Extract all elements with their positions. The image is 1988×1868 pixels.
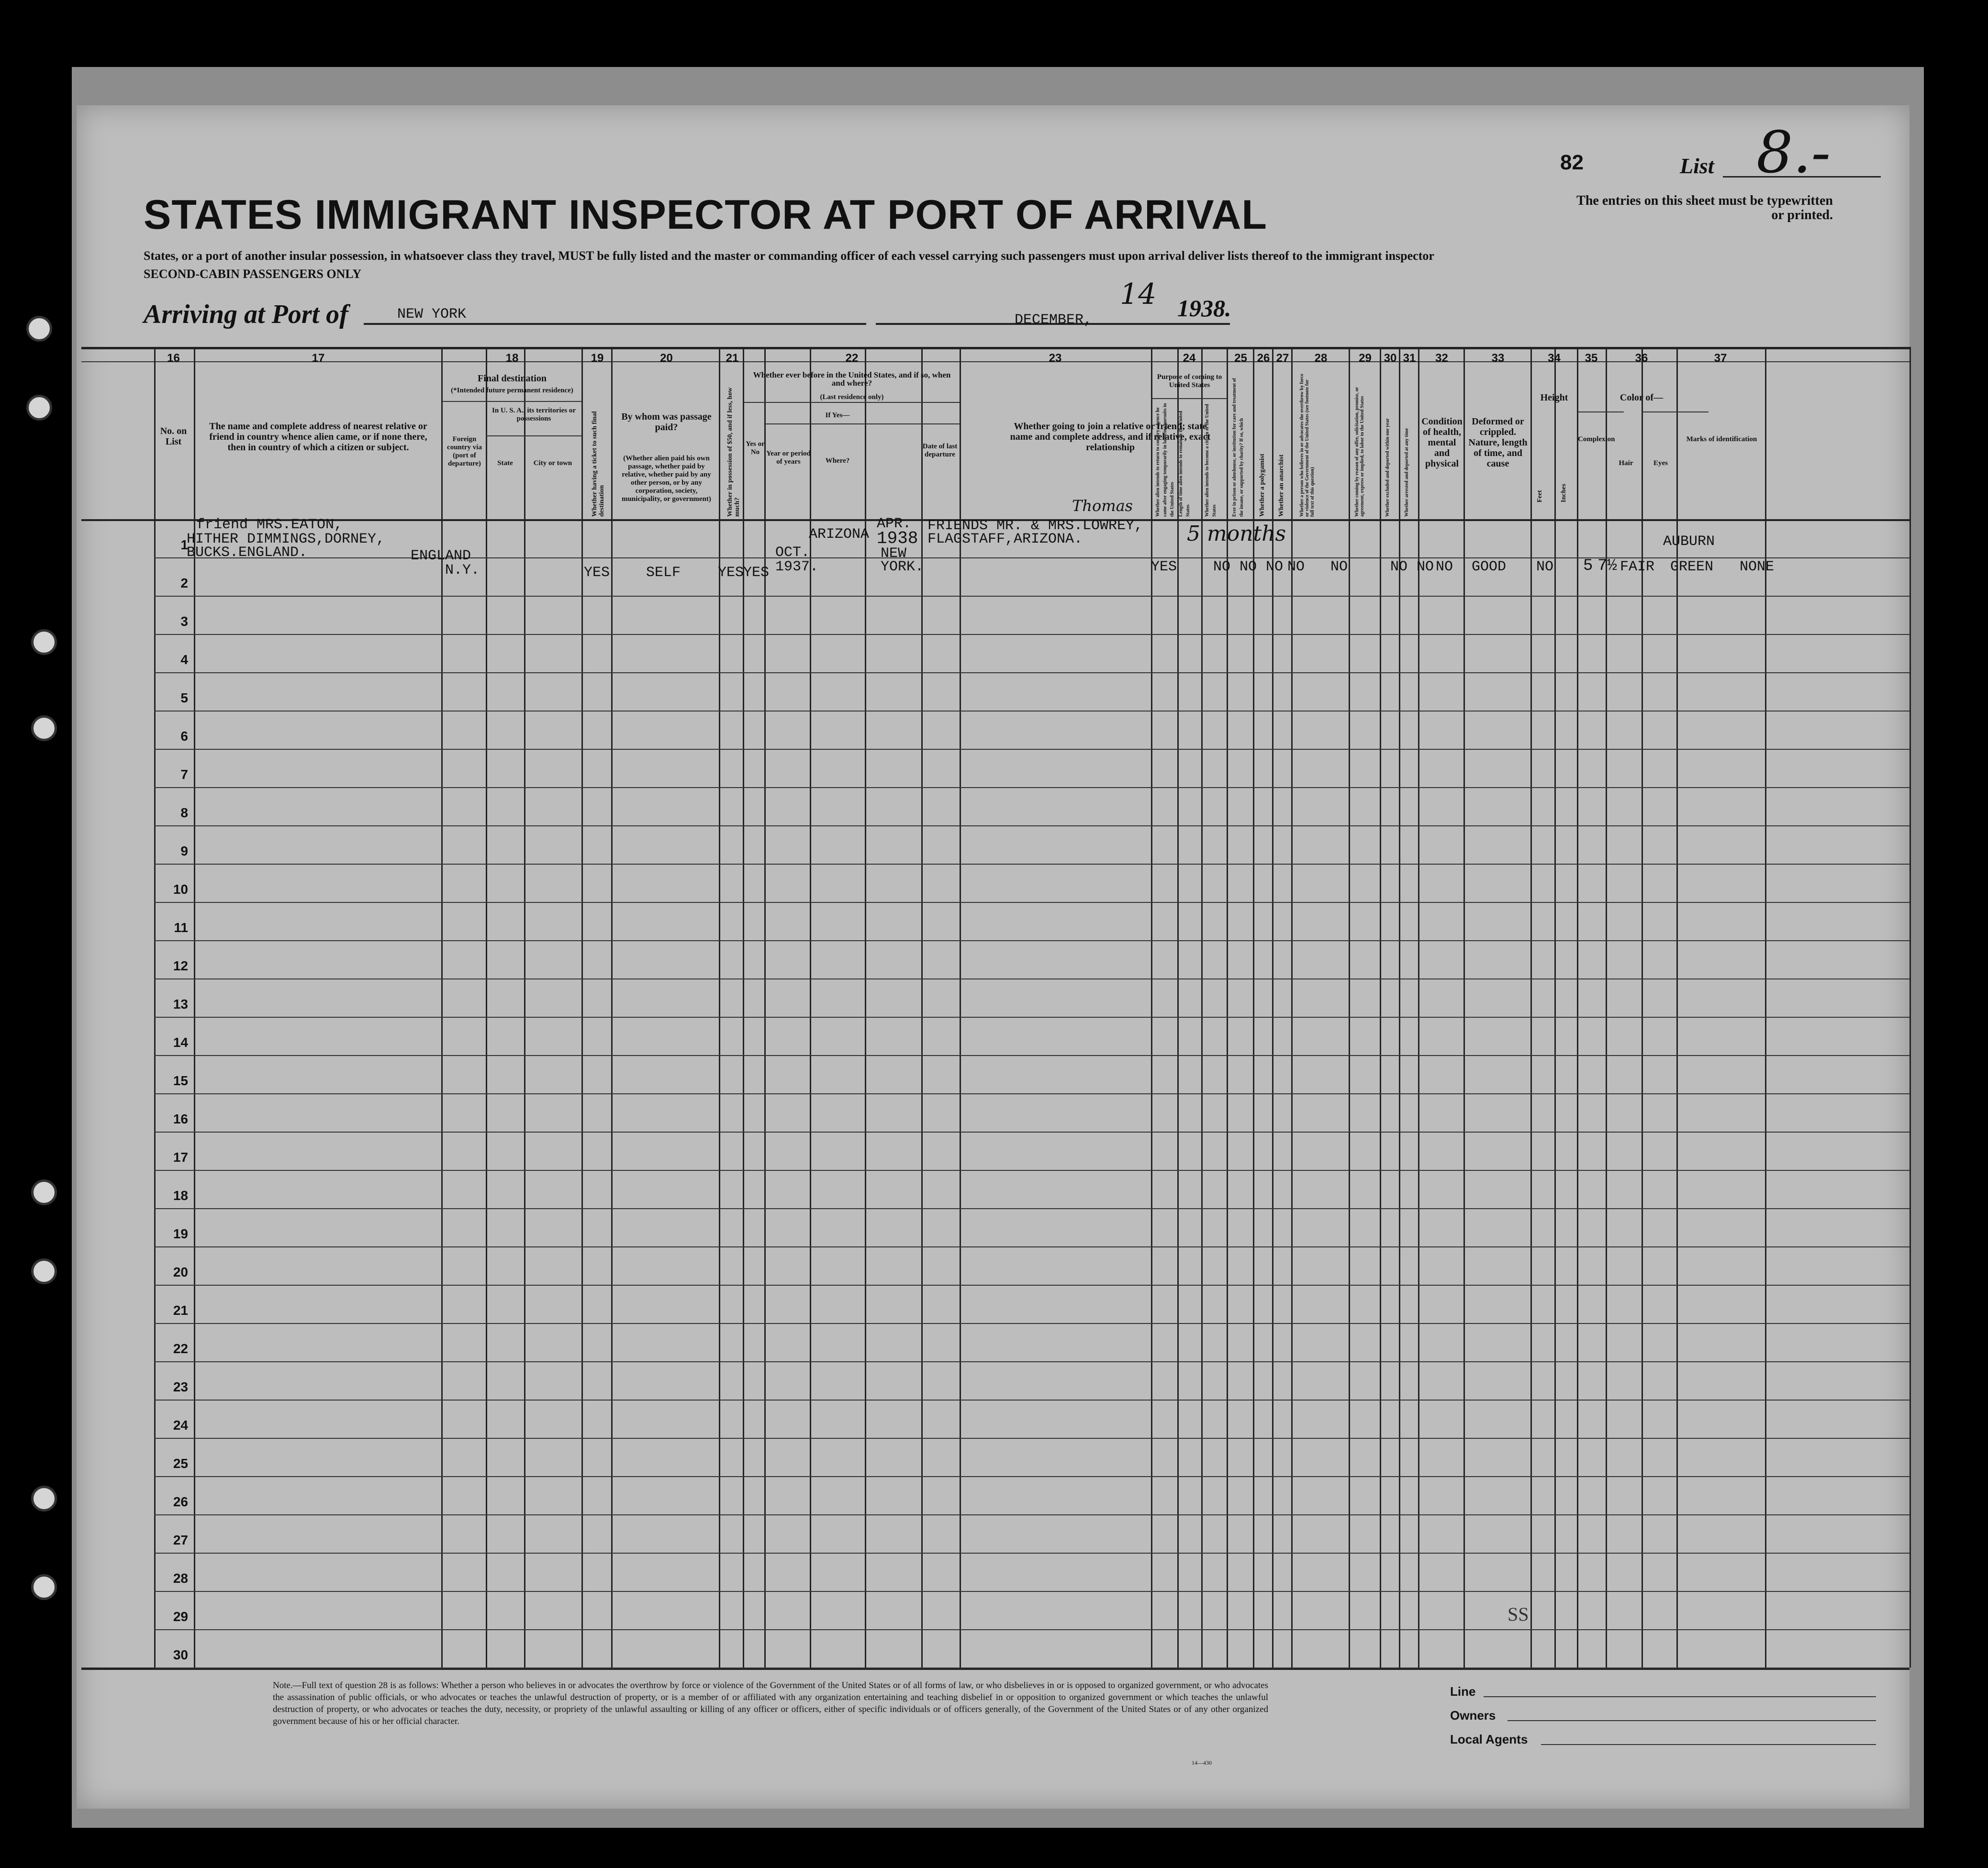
entry-return-country: YES	[1151, 559, 1177, 575]
header-city: City or town	[533, 459, 572, 467]
column-divider	[743, 347, 744, 1668]
column-divider	[1349, 347, 1350, 1668]
row-divider	[154, 1361, 1910, 1362]
c36-subrule	[1642, 411, 1709, 412]
entry-height-feet: 5	[1583, 557, 1593, 575]
colnum-34: 34	[1548, 352, 1561, 365]
row-divider	[154, 1017, 1910, 1018]
row-number: 13	[173, 997, 188, 1012]
c22-ifyes-rule	[766, 423, 960, 424]
entry-relative-line2: HITHER DIMMINGS,DORNEY,	[187, 531, 385, 547]
entry-departure-4: YORK.	[881, 559, 924, 575]
row-number: 2	[180, 576, 188, 590]
row-number: 24	[173, 1418, 188, 1433]
page-title: STATES IMMIGRANT INSPECTOR AT PORT OF ARRIVAL	[144, 192, 1267, 238]
row-number: 28	[173, 1571, 188, 1586]
column-divider	[611, 347, 613, 1668]
row-number: 15	[173, 1073, 188, 1088]
header-final-destination: Final destination	[478, 373, 547, 384]
column-divider	[154, 347, 156, 1668]
header-color-of: Color of—	[1619, 392, 1664, 403]
arriving-label: Arriving at Port of	[144, 300, 348, 329]
header-purpose-length: Length of time alien intends to remain in the United States	[1178, 411, 1191, 517]
entry-where: ARIZONA	[809, 526, 870, 543]
row-number: 26	[173, 1494, 188, 1509]
date-month: DECEMBER,	[1015, 312, 1093, 328]
c22-subrule	[744, 402, 960, 403]
row-number: 23	[173, 1379, 188, 1394]
row-divider	[154, 1246, 1910, 1247]
footnote-question-28: Note.—Full text of question 28 is as follows: Whether a person who believes in or advocates the overthrow by force or violence of the Government of the United States or of all forms of law, or who disbelieves in or is opposed to organized government, or who advocates the assassination of public officials, or who advocates or teaches the unlawful destruction of property, or is a member of or affiliated with any organization entertaining and teaching disbelief in or opposition to organized government or which teaches the unlawful destruction of property, or who advocates or teaches the duty, necessity, or propriety of the unlawful assaulting or killing of any officer or officers, either of specific individuals or of officers generally, of the Government of the United States or of any other organized government because of his or her official character.	[273, 1680, 1268, 1726]
ss-stamp: SS	[1508, 1603, 1529, 1625]
entry-departure-2: 1938	[877, 529, 918, 548]
row-number: 21	[173, 1303, 188, 1318]
row-number: 18	[173, 1188, 188, 1203]
header-excluded: Whether excluded and deported within one year	[1385, 418, 1390, 517]
header-before-in-us-note: (Last residence only)	[820, 393, 884, 401]
binder-hole-icon	[31, 629, 57, 655]
row-number: 1	[180, 537, 188, 552]
column-divider	[1291, 347, 1293, 1668]
row-divider	[154, 1514, 1910, 1515]
row-divider	[154, 1323, 1910, 1324]
binder-hole-icon	[31, 1574, 57, 1600]
column-divider	[719, 347, 720, 1668]
binder-hole-icon	[31, 715, 57, 741]
header-marks: Marks of identification	[1686, 435, 1757, 443]
entry-citizen: NO	[1213, 559, 1231, 575]
header-anarchist: Whether an anarchist	[1278, 454, 1285, 517]
row-number: 22	[173, 1341, 188, 1356]
colnum-33: 33	[1491, 352, 1505, 365]
entry-has-50: YES	[718, 565, 744, 581]
agents-label: Local Agents	[1450, 1732, 1528, 1746]
column-divider	[1606, 347, 1607, 1668]
row-number: 27	[173, 1533, 188, 1547]
entry-period: OCT. 1937.	[775, 545, 819, 575]
row-number: 12	[173, 958, 188, 973]
header-nearest-relative: The name and complete address of nearest relative or friend in country whence alien came, or if none there, then in country of which a citizen or subject.	[209, 421, 427, 453]
header-date-departure: Date of last departure	[922, 443, 958, 458]
colnum-17: 17	[312, 352, 325, 365]
date-year: 1938.	[1177, 295, 1231, 322]
entry-prison: NO	[1240, 559, 1257, 575]
column-divider	[1577, 347, 1578, 1668]
entry-join-line2: FLAGSTAFF,ARIZONA.	[927, 531, 1083, 547]
owners-label: Owners	[1450, 1708, 1496, 1723]
header-offer-labor: Whether coming by reason of any offer, solicitation, promise, or agreement, express or implied, to labor in the United States	[1354, 387, 1365, 517]
entry-passage-paid: SELF	[646, 565, 681, 581]
row-divider	[154, 1438, 1910, 1439]
row-number: 10	[173, 882, 188, 897]
colnum-30: 30	[1384, 352, 1397, 365]
c24-subrule	[1151, 398, 1228, 399]
colnum-36: 36	[1635, 352, 1648, 365]
entry-hair: AUBURN	[1663, 534, 1715, 550]
binder-hole-icon	[26, 395, 52, 421]
colnum-24: 24	[1183, 352, 1196, 365]
entry-arrested: NO	[1436, 559, 1453, 575]
column-divider	[1380, 347, 1381, 1668]
row-number: 3	[180, 614, 188, 629]
row-divider	[154, 1553, 1910, 1554]
header-going-to-join: Whether going to join a relative or friend; state name and complete address, and if relative, exact relationship	[1010, 421, 1211, 453]
column-divider	[1463, 347, 1465, 1668]
header-hair: Hair	[1619, 459, 1633, 467]
header-purpose-return: Whether alien intends to return to country whence he came after engaging temporarily in laboring pursuits in the United States	[1155, 403, 1175, 517]
row-number: 25	[173, 1456, 188, 1471]
row-number: 11	[174, 920, 188, 935]
row-divider	[154, 978, 1910, 979]
header-where: Where?	[825, 457, 850, 465]
row-divider	[154, 634, 1910, 635]
table-top-rule	[81, 347, 1910, 349]
column-divider	[1399, 347, 1400, 1668]
row-number: 20	[173, 1265, 188, 1279]
row-divider	[154, 1285, 1910, 1286]
column-divider	[1418, 347, 1419, 1668]
colnum-25: 25	[1234, 352, 1247, 365]
entry-ticket: YES	[584, 565, 610, 581]
colnum-35: 35	[1585, 352, 1598, 365]
list-label: List	[1680, 154, 1714, 178]
entry-before-in-us: YES	[743, 565, 770, 581]
row-divider	[154, 1629, 1910, 1630]
entry-relative-line1: friend MRS.EATON,	[196, 517, 343, 533]
row-divider	[154, 1400, 1910, 1401]
row-divider	[154, 787, 1910, 788]
column-divider	[486, 347, 487, 1668]
header-no-on-list: No. on List	[160, 426, 187, 447]
binder-hole-icon	[31, 1179, 57, 1205]
row-number: 30	[173, 1647, 188, 1662]
header-height: Height	[1540, 392, 1568, 403]
row-divider	[154, 596, 1910, 597]
row-divider	[154, 749, 1910, 750]
entry-length-stay: 5 months	[1187, 522, 1286, 546]
header-yes-or-no: Yes or No	[746, 440, 765, 456]
column-divider	[1554, 347, 1556, 1668]
row-divider	[154, 1170, 1910, 1171]
column-divider	[764, 347, 766, 1668]
column-divider	[865, 347, 866, 1668]
header-inches: Inches	[1560, 484, 1567, 502]
header-before-in-us: Whether ever before in the United States, and if so, when and where?	[753, 370, 951, 388]
header-passage-paid-note: (Whether alien paid his own passage, whether paid by relative, whether paid by any other person, or by any corporation, society, municipality, or government)	[622, 455, 711, 503]
colnum-28: 28	[1314, 352, 1328, 365]
entry-departure-1: APR.	[877, 516, 912, 532]
column-divider	[1910, 347, 1911, 1668]
entry-foreign-port: N.Y.	[445, 562, 480, 578]
column-divider	[1530, 347, 1532, 1668]
entry-join-handwritten: Thomas	[1072, 497, 1133, 515]
row-divider	[154, 864, 1910, 865]
manifest-page	[77, 105, 1910, 1809]
row-number: 29	[173, 1609, 188, 1624]
colnum-26: 26	[1257, 352, 1270, 365]
binder-hole-icon	[26, 316, 52, 342]
entry-complexion: FAIR	[1620, 559, 1655, 575]
header-state: State	[497, 459, 513, 467]
entry-polygamist: NO	[1266, 559, 1284, 575]
colnum-32: 32	[1435, 352, 1448, 365]
binder-hole-icon	[31, 1258, 57, 1284]
header-passage-paid: By whom was passage paid?	[621, 411, 712, 433]
line-underline	[1484, 1696, 1876, 1697]
row-divider	[154, 1208, 1910, 1209]
passenger-class: SECOND-CABIN PASSENGERS ONLY	[144, 267, 362, 281]
colnum-19: 19	[591, 352, 604, 365]
entry-height-inches: 7½	[1597, 557, 1617, 575]
colnum-31: 31	[1403, 352, 1416, 365]
row-divider	[154, 1093, 1910, 1094]
c18-usa-rule	[486, 435, 581, 436]
row-divider	[154, 902, 1910, 903]
column-divider	[810, 347, 811, 1668]
row-number: 9	[180, 844, 188, 858]
header-prison: Ever in prison or almshouse, or institution for care and treatment of the insane, or supported by charity? If so, which	[1232, 378, 1244, 517]
column-divider	[921, 347, 923, 1668]
header-eyes: Eyes	[1653, 459, 1668, 467]
header-overthrow: Whether a person who believes in or advocates the overthrow by force or violence of the Government of the United States (see footnote for full text of this question)	[1299, 374, 1315, 517]
row-number: 6	[180, 729, 188, 744]
column-divider	[1765, 347, 1766, 1668]
header-arrested: Whether arrested and deported at any time	[1404, 428, 1409, 517]
header-foreign-country: Foreign country via (port of departure)	[447, 435, 482, 467]
port-underline	[364, 323, 866, 325]
header-purpose: Purpose of coming to United States	[1157, 373, 1222, 389]
row-divider	[154, 825, 1910, 826]
entry-health: GOOD	[1472, 559, 1507, 575]
entry-foreign-country: ENGLAND	[411, 548, 471, 564]
colnum-23: 23	[1049, 352, 1062, 365]
header-ticket: Whether having a ticket to such final destination	[591, 411, 605, 517]
row-number: 4	[180, 652, 188, 667]
header-polygamist: Whether a polygamist	[1259, 454, 1266, 517]
header-has-50: Whether in possession of $50, and if less, how much?	[726, 387, 741, 517]
owners-underline	[1508, 1720, 1876, 1721]
colnum-16: 16	[167, 352, 180, 365]
colnum-27: 27	[1276, 352, 1289, 365]
colnum-18: 18	[505, 352, 519, 365]
entry-join-line1: FRIENDS MR. & MRS.LOWREY,	[927, 518, 1143, 534]
line-label: Line	[1450, 1684, 1476, 1699]
entry-excluded: NO	[1417, 559, 1434, 575]
row-divider	[154, 1591, 1910, 1592]
page-number: 82	[1560, 151, 1584, 174]
list-number: 8.-	[1756, 120, 1831, 186]
header-in-usa: In U. S. A., its territories or possessions	[492, 407, 576, 423]
entry-relative-line3: BUCKS.ENGLAND.	[187, 545, 308, 561]
row-divider	[154, 1132, 1910, 1133]
entries-note: The entries on this sheet must be typewritten or printed.	[1576, 193, 1833, 222]
entry-overthrow: NO	[1330, 559, 1348, 575]
colnum-20: 20	[660, 352, 673, 365]
column-divider	[1151, 347, 1152, 1668]
header-period: Year or period of years	[766, 450, 811, 466]
row-divider	[154, 940, 1910, 941]
c18-subrule	[443, 401, 581, 402]
row-divider	[154, 711, 1910, 712]
row-number: 19	[173, 1226, 188, 1241]
date-day: 14	[1120, 278, 1157, 311]
form-code: 14—430	[1192, 1759, 1212, 1766]
entry-departure-3: NEW	[881, 545, 907, 562]
row-number: 7	[180, 767, 188, 782]
row-number: 14	[173, 1035, 188, 1050]
row-divider	[154, 672, 1910, 673]
row-number: 17	[173, 1150, 188, 1165]
row-divider	[154, 1476, 1910, 1477]
row-number: 5	[180, 690, 188, 705]
entry-offer-labor: NO	[1390, 559, 1408, 575]
entry-anarchist: NO	[1287, 559, 1305, 575]
header-purpose-citizen: Whether alien intends to become a citizen of the United States	[1205, 404, 1217, 517]
colnum-21: 21	[726, 352, 739, 365]
header-feet: Feet	[1536, 490, 1543, 502]
column-divider	[441, 347, 443, 1668]
entry-eyes: GREEN	[1670, 559, 1714, 575]
port-value: NEW YORK	[397, 306, 467, 322]
colnum-37: 37	[1714, 352, 1727, 365]
agents-underline	[1541, 1744, 1876, 1745]
binder-hole-icon	[31, 1486, 57, 1512]
page-subtitle: States, or a port of another insular possession, in whatsoever class they travel, MUST be fully listed and the master or commanding officer of each vessel carrying such passengers must upon arrival deliver lists thereof to the immigrant inspector	[144, 249, 1434, 263]
column-divider	[524, 347, 525, 1668]
row-number: 8	[180, 805, 188, 820]
column-divider	[581, 347, 583, 1668]
entry-deformed: NO	[1536, 559, 1554, 575]
column-divider	[1642, 347, 1643, 1668]
header-deformed: Deformed or crippled. Nature, length of time, and cause	[1468, 416, 1528, 469]
header-final-destination-note: (*Intended future permanent residence)	[451, 387, 573, 394]
c34-subrule	[1578, 411, 1624, 412]
colnum-29: 29	[1359, 352, 1372, 365]
header-health: Condition of health, mental and physical	[1421, 416, 1463, 469]
row-divider	[154, 1055, 1910, 1056]
row-number: 16	[173, 1112, 188, 1126]
header-complexion: Complexion	[1578, 435, 1615, 443]
header-if-yes: If Yes—	[825, 411, 850, 419]
column-divider	[1177, 347, 1179, 1668]
entry-marks: NONE	[1740, 559, 1775, 575]
colnum-22: 22	[845, 352, 859, 365]
